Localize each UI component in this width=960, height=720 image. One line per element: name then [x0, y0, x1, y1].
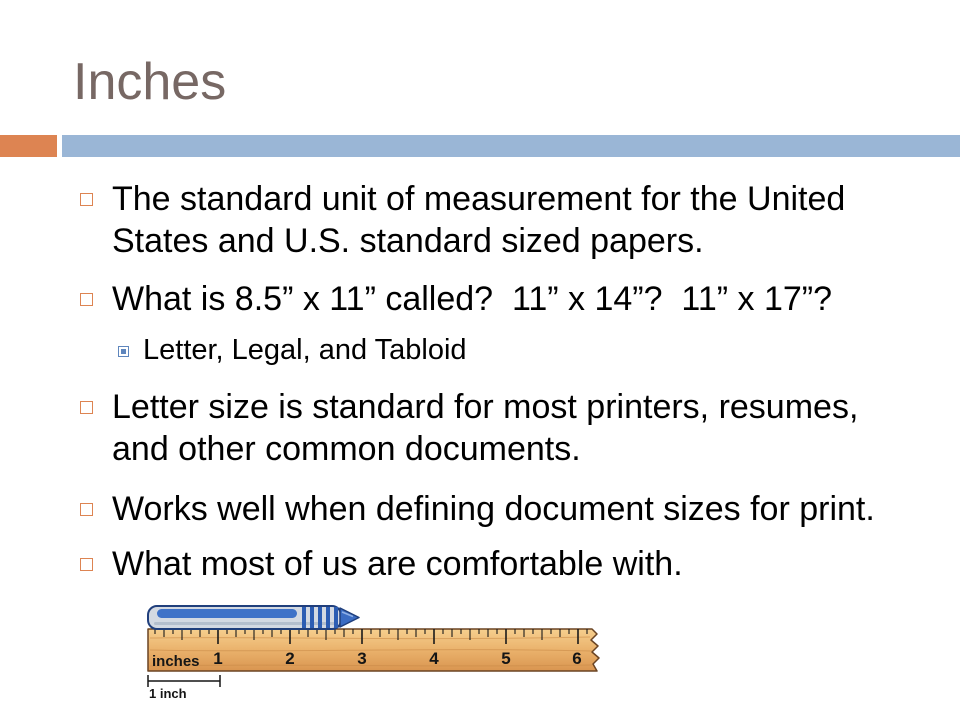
- bullet-text: [112, 178, 845, 262]
- ruler-number: 2: [285, 649, 295, 668]
- bullet-item: [0, 178, 960, 260]
- crayon-band: [334, 607, 338, 628]
- bullet-item: [0, 386, 960, 468]
- crayon-band: [310, 607, 314, 628]
- bullet-text-line: States and U.S. standard sized papers.: [112, 222, 704, 260]
- sub-bullet-item: [0, 332, 960, 368]
- crayon-band: [326, 607, 330, 628]
- ruler-icon: [148, 629, 599, 671]
- bullet-text: [112, 386, 858, 470]
- hollow-square-bullet-icon: [80, 193, 93, 206]
- bullet-item: [0, 488, 960, 530]
- hollow-square-bullet-icon: [80, 401, 93, 414]
- bullet-text-line: Works well when defining document sizes for print.: [112, 490, 875, 528]
- crayon-band: [302, 607, 306, 628]
- title-accent-bar-blue: [62, 135, 960, 157]
- scale-label: 1 inch: [149, 686, 187, 701]
- sub-bullet-text: Letter, Legal, and Tabloid: [143, 334, 467, 366]
- bullet-item: [0, 278, 960, 366]
- ruler-number: 6: [572, 649, 582, 668]
- crayon-band: [318, 607, 322, 628]
- hollow-square-bullet-icon: [80, 503, 93, 516]
- ruler-number: 1: [213, 649, 223, 668]
- bullet-text: [112, 278, 832, 320]
- ruler-number: 3: [357, 649, 367, 668]
- bullet-text-line: The standard unit of measurement for the United: [112, 180, 846, 218]
- ruler-number: 5: [501, 649, 511, 668]
- crayon-label-stripe: [157, 609, 297, 618]
- slide-title: Inches: [73, 53, 227, 111]
- crayon-tip: [340, 608, 359, 627]
- ruler-number: 4: [429, 649, 439, 668]
- bullet-text-line: What is 8.5” x 11” called? 11” x 14”? 11” x 17”?: [112, 280, 832, 318]
- bullet-text: [112, 543, 683, 585]
- bullet-item: [0, 543, 960, 585]
- crayon-icon: [148, 606, 359, 629]
- hollow-square-bullet-icon: [80, 558, 93, 571]
- bullet-text-line: and other common documents.: [112, 430, 581, 468]
- crayon-ruler-illustration: [140, 598, 620, 708]
- bullet-text-line: Letter size is standard for most printers, resumes,: [112, 388, 859, 426]
- ruler-unit-label: inches: [152, 653, 200, 670]
- hollow-square-bullet-icon: [80, 293, 93, 306]
- bullet-text: [112, 488, 875, 530]
- boxed-square-bullet-icon: [118, 346, 129, 357]
- bullet-inner-square: [121, 349, 126, 354]
- crayon-shade: [154, 622, 336, 625]
- scale-bar: [148, 675, 220, 701]
- title-accent-bar-orange: [0, 135, 57, 157]
- bullet-text-line: What most of us are comfortable with.: [112, 545, 683, 583]
